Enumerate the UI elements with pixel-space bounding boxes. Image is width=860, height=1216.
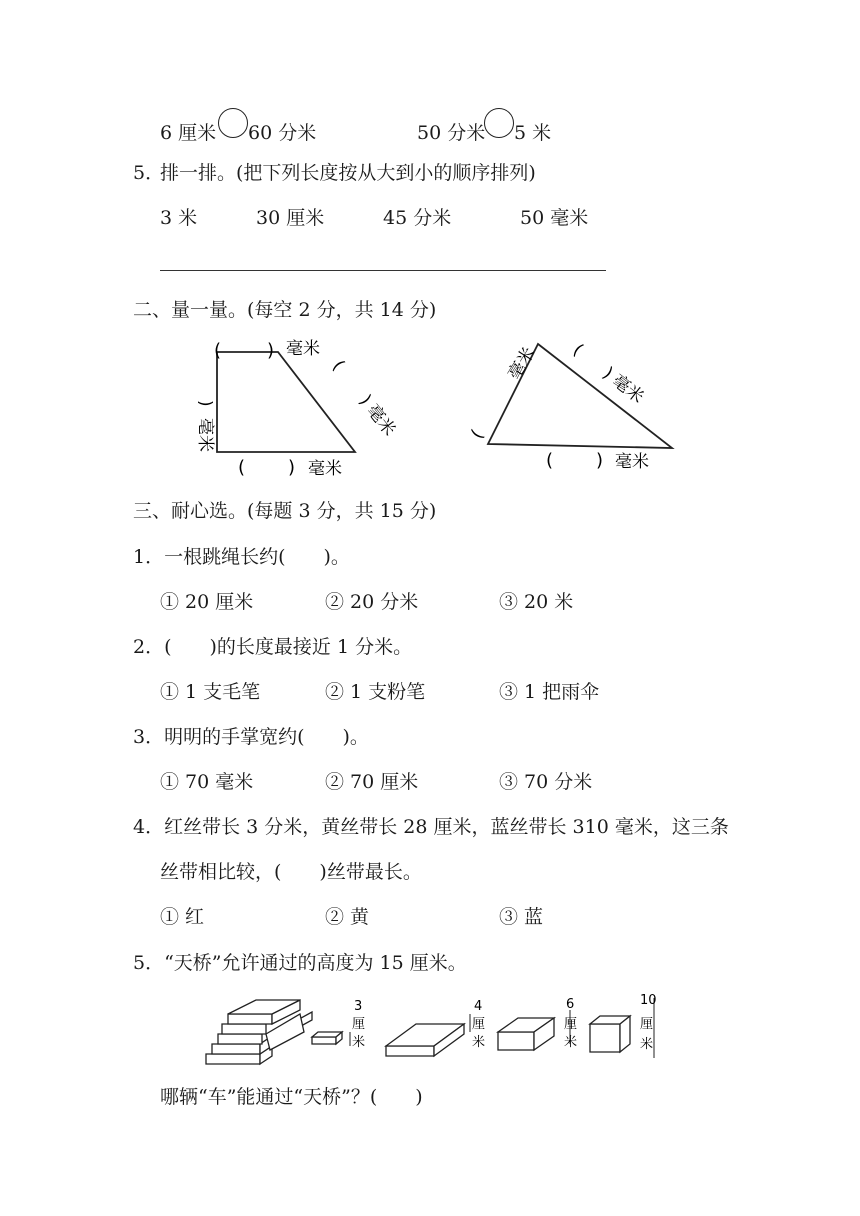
q3-option-2[interactable]: ② 70 厘米 [325, 771, 419, 793]
section3-title: 三、耐心选。(每题 3 分，共 15 分) [133, 500, 437, 522]
trap-bottom-paren-open: ( [238, 457, 246, 478]
car-10cm [590, 1016, 630, 1052]
bridge-figure [200, 992, 670, 1072]
tri-left-paren-open: ( [467, 426, 488, 443]
q4-option-1[interactable]: ① 红 [160, 906, 205, 928]
q2-option-1[interactable]: ① 1 支毛笔 [160, 681, 261, 703]
q5-stem: 5．“天桥”允许通过的高度为 15 厘米。 [133, 952, 467, 974]
car-6cm [498, 1018, 554, 1050]
q5-prompt: 排一排。(把下列长度按从大到小的顺序排列) [160, 162, 536, 184]
trap-top-paren-open: ( [214, 340, 222, 361]
q3-option-3[interactable]: ③ 70 分米 [499, 771, 593, 793]
car4-height: 10 [640, 993, 657, 1008]
trap-top-paren-close: ) [267, 340, 275, 361]
car-3cm [312, 1032, 342, 1044]
sort-item-2: 30 厘米 [256, 207, 325, 229]
q1-option-1[interactable]: ① 20 厘米 [160, 591, 254, 613]
sort-item-3: 45 分米 [383, 207, 452, 229]
bridge-stairs [206, 1000, 312, 1064]
car1-unit-top: 厘 [352, 1017, 366, 1032]
car3-unit-top: 厘 [564, 1017, 578, 1032]
car2-unit-bottom: 米 [472, 1035, 486, 1050]
q2-option-3[interactable]: ③ 1 把雨伞 [499, 681, 600, 703]
car2-height: 4 [474, 999, 483, 1014]
measure-figure [180, 330, 680, 485]
sort-item-1: 3 米 [160, 207, 198, 229]
trap-left-unit: 毫米 [195, 418, 215, 452]
trap-bottom-paren-close: ) [288, 457, 296, 478]
section2-title: 二、量一量。(每空 2 分，共 14 分) [133, 299, 437, 321]
tri-right-paren-open: ( [568, 340, 587, 361]
compare-right-a: 50 分米 [417, 122, 486, 144]
sort-item-4: 50 毫米 [520, 207, 589, 229]
q4-stem: 4．红丝带长 3 分米，黄丝带长 28 厘米，蓝丝带长 310 毫米，这三条 [133, 816, 729, 838]
compare-right-b: 5 米 [514, 122, 552, 144]
trap-slant-paren-close: ) [355, 391, 375, 409]
trap-slant-unit: 毫米 [362, 400, 400, 440]
q3-stem: 3．明明的手掌宽约( )。 [133, 726, 369, 748]
q2-option-2[interactable]: ② 1 支粉笔 [325, 681, 426, 703]
car4-unit-top: 厘 [640, 1017, 654, 1032]
car4-unit-bottom: 米 [640, 1037, 654, 1052]
q5-number: 5． [133, 162, 165, 184]
q1-option-3[interactable]: ③ 20 米 [499, 591, 574, 613]
car1-unit-bottom: 米 [352, 1035, 366, 1050]
trap-top-unit: 毫米 [286, 339, 320, 359]
car2-unit-top: 厘 [472, 1017, 486, 1032]
q2-stem: 2．( )的长度最接近 1 分米。 [133, 636, 413, 658]
q4-option-3[interactable]: ③ 蓝 [499, 906, 544, 928]
compare-blank-circle-right[interactable] [484, 108, 514, 138]
compare-left-b: 60 分米 [248, 122, 317, 144]
tri-right-unit: 毫米 [608, 370, 648, 408]
trap-slant-paren-open: ( [328, 356, 348, 375]
compare-left-a: 6 厘米 [160, 122, 217, 144]
q1-stem: 1．一根跳绳长约( )。 [133, 546, 350, 568]
trap-bottom-unit: 毫米 [308, 459, 342, 479]
q4-stem-continued: 丝带相比较，( )丝带最长。 [160, 861, 422, 883]
car-4cm [386, 1024, 464, 1056]
tri-bottom-unit: 毫米 [615, 452, 649, 472]
q5-question: 哪辆“车”能通过“天桥”？( ) [160, 1086, 423, 1108]
car1-height: 3 [354, 999, 363, 1014]
tri-bottom-paren-close: ) [596, 450, 604, 471]
car3-height: 6 [566, 997, 575, 1012]
q3-option-1[interactable]: ① 70 毫米 [160, 771, 254, 793]
car3-unit-bottom: 米 [564, 1035, 578, 1050]
tri-left-unit: 毫米 [504, 343, 540, 384]
trap-left-paren: ) [195, 400, 215, 407]
answer-line[interactable] [160, 270, 606, 271]
q1-option-2[interactable]: ② 20 分米 [325, 591, 419, 613]
tri-bottom-paren-open: ( [546, 450, 554, 471]
q4-option-2[interactable]: ② 黄 [325, 906, 370, 928]
tri-right-paren-close: ) [598, 363, 617, 384]
compare-blank-circle-left[interactable] [218, 108, 248, 138]
